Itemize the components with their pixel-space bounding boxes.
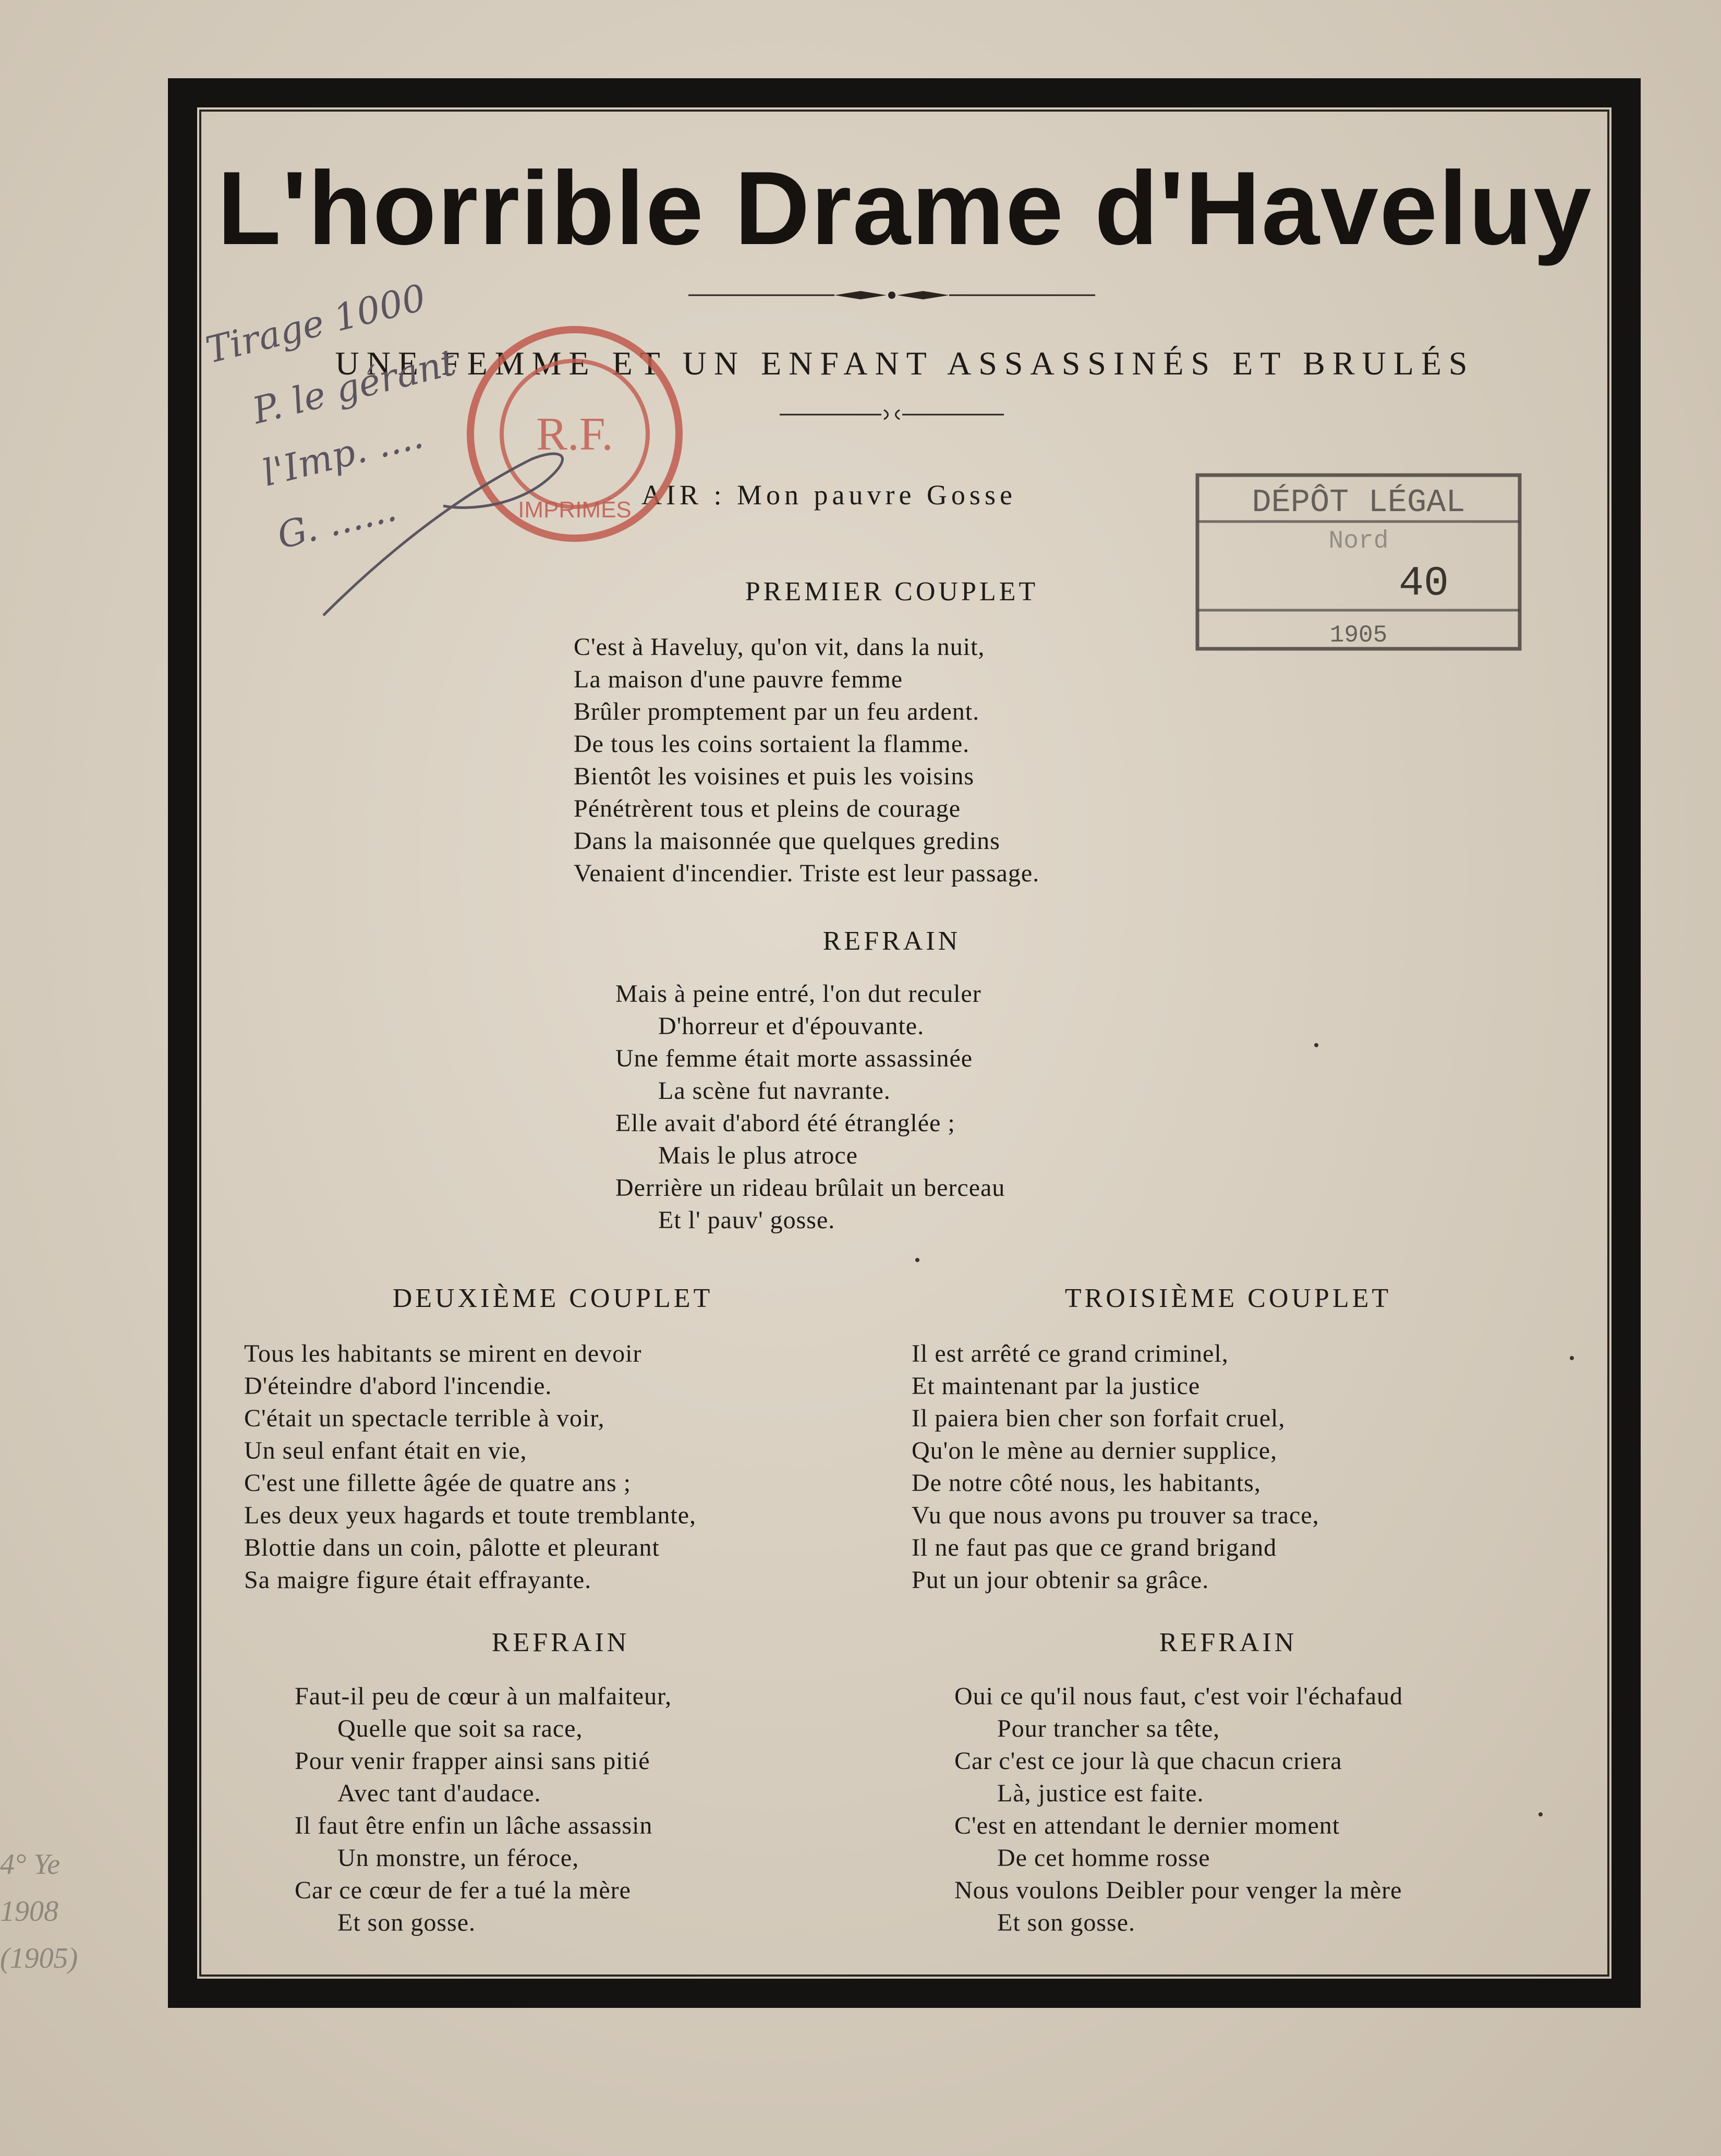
verse-line: Il ne faut pas que ce grand brigand [912,1534,1277,1561]
verse-line: Qu'on le mène au dernier supplice, [912,1437,1278,1464]
heading-deuxieme-couplet: DEUXIÈME COUPLET [392,1283,713,1313]
verse-line: Dans la maisonnée que quelques gredins [574,827,1000,855]
verse-line: Il paiera bien cher son forfait cruel, [912,1404,1286,1432]
heading-refrain: REFRAIN [491,1628,630,1657]
verse-line: Un seul enfant était en vie, [244,1437,527,1464]
handwritten-note-line-1: Tirage 1000 [201,276,430,372]
verse-line: Blottie dans un coin, pâlotte et pleurant [244,1534,660,1561]
verse-line: Un monstre, un féroce, [337,1844,579,1872]
verse-premier-couplet [574,631,1039,890]
verse-line: Venaient d'incendier. Triste est leur passage. [574,859,1040,887]
verse-line: Tous les habitants se mirent en devoir [244,1340,642,1367]
seal-text: IMPRIMÉS [518,497,632,523]
verse-line: C'est à Haveluy, qu'on vit, dans la nuit, [574,633,985,661]
verse-line: Vu que nous avons pu trouver sa trace, [912,1501,1319,1529]
verse-deuxieme-couplet [244,1338,696,1596]
verse-troisieme-couplet [912,1338,1319,1596]
verse-line: De cet homme rosse [997,1844,1210,1872]
paper-speck [1314,1043,1318,1047]
verse-line: Et maintenant par la justice [912,1372,1201,1400]
heading-refrain: REFRAIN [1159,1628,1298,1657]
paper-speck [1570,1356,1574,1360]
verse-line: Oui ce qu'il nous faut, c'est voir l'échafaud [954,1682,1403,1710]
paper-speck [915,1258,919,1262]
handwritten-note-line-2: P. le gérant [248,341,460,432]
verse-line: Mais le plus atroce [658,1142,858,1169]
depot-number: 40 [1398,560,1449,608]
verse-line: Et son gosse. [337,1909,476,1936]
heading-refrain: REFRAIN [822,926,961,956]
margin-line-1: 4° Ye [0,1848,60,1881]
verse-line: Elle avait d'abord été étranglée ; [615,1109,955,1137]
verse-line: Faut-il peu de cœur à un malfaiteur, [295,1682,672,1710]
margin-line-2: 1908 [0,1895,58,1928]
verse-line: La scène fut navrante. [658,1077,891,1105]
verse-line: Les deux yeux hagards et toute tremblante, [244,1501,697,1529]
verse-line: C'est une fillette âgée de quatre ans ; [244,1469,632,1497]
verse-line: C'était un spectacle terrible à voir, [244,1404,605,1432]
verse-line: Put un jour obtenir sa grâce. [912,1566,1209,1594]
verse-line: Là, justice est faite. [997,1779,1204,1807]
depot-region: Nord [1328,527,1389,555]
verse-line: Car c'est ce jour là que chacun criera [954,1747,1342,1775]
seal-center-text: R.F. [536,408,613,460]
verse-line: C'est en attendant le dernier moment [954,1812,1340,1839]
depot-year: 1905 [1329,622,1388,649]
verse-line: Pénétrèrent tous et pleins de courage [574,795,961,822]
verse-line: Mais à peine entré, l'on dut reculer [615,980,981,1008]
verse-line: De notre côté nous, les habitants, [912,1469,1261,1497]
verse-line: De tous les coins sortaient la flamme. [574,730,970,758]
verse-line: La maison d'une pauvre femme [574,665,903,693]
verse-line: D'horreur et d'épouvante. [658,1012,925,1040]
verse-line: Car ce cœur de fer a tué la mère [295,1876,631,1904]
verse-line: Une femme était morte assassinée [615,1045,973,1072]
document-subtitle: UNE FEMME ET UN ENFANT ASSASSINÉS ET BRULÉS [335,345,1475,382]
document-title: L'horrible Drame d'Haveluy [217,150,1593,267]
verse-refrain-1 [615,978,1005,1237]
verse-line: D'éteindre d'abord l'incendie. [244,1372,552,1400]
verse-line: Bientôt les voisines et puis les voisins [574,762,974,790]
verse-line: Il est arrêté ce grand criminel, [912,1340,1229,1367]
paper-speck [1538,1812,1543,1816]
depot-title: DÉPÔT LÉGAL [1252,484,1465,521]
verse-line: Il faut être enfin un lâche assassin [295,1812,653,1839]
verse-line: Derrière un rideau brûlait un berceau [615,1174,1005,1202]
margin-line-3: (1905) [0,1942,78,1975]
signature-flourish [313,428,584,626]
verse-line: Brûler promptement par un feu ardent. [574,698,980,725]
handwritten-note-line-3: l'Imp. .... [258,414,428,495]
title-ornament [688,286,1095,305]
verse-line: Nous voulons Deibler pour venger la mère [954,1876,1402,1904]
verse-line: Sa maigre figure était effrayante. [244,1566,592,1594]
verse-line: Et son gosse. [997,1909,1135,1936]
tune-line: AIR : Mon pauvre Gosse [641,479,1016,511]
subtitle-ornament [780,407,1004,422]
depot-legal-stamp [1194,472,1523,652]
verse-refrain-2 [295,1680,672,1939]
handwritten-note-line-4: G. ...... [273,487,401,558]
verse-line: Pour venir frapper ainsi sans pitié [295,1747,650,1775]
margin-shelfmark [0,1841,188,1982]
verse-line: Quelle que soit sa race, [337,1715,583,1742]
verse-line: Avec tant d'audace. [337,1779,541,1807]
heading-premier-couplet: PREMIER COUPLET [745,577,1039,607]
verse-line: Pour trancher sa tête, [997,1715,1220,1742]
verse-refrain-3 [954,1680,1403,1939]
heading-troisieme-couplet: TROISIÈME COUPLET [1064,1283,1392,1313]
verse-line: Et l' pauv' gosse. [658,1206,835,1234]
